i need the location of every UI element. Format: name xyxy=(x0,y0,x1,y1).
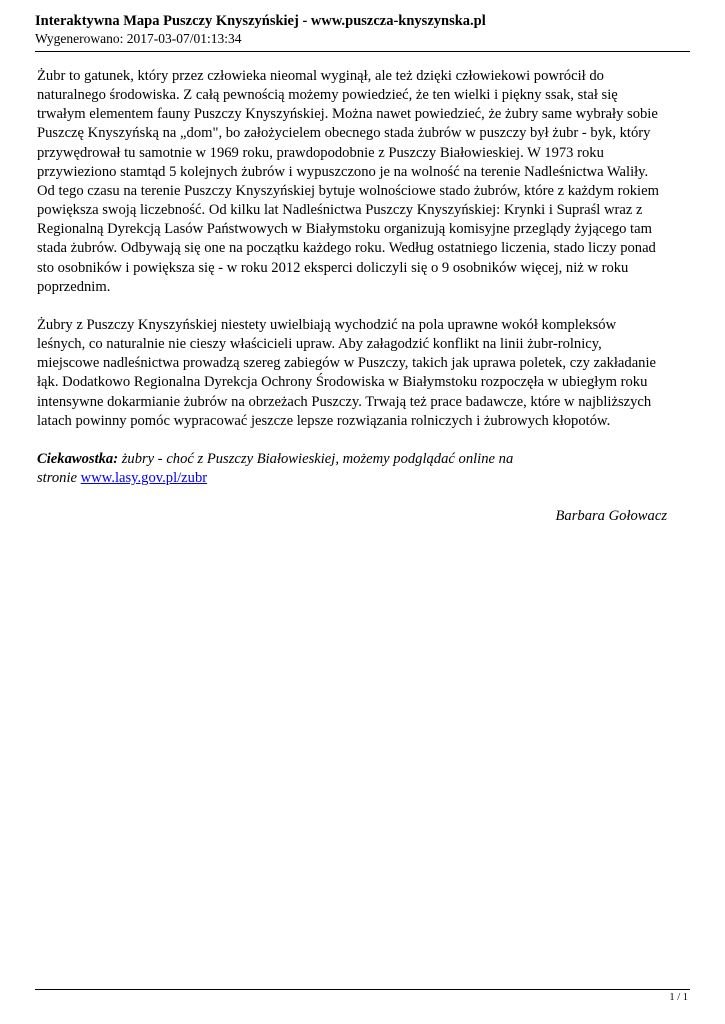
trivia-link[interactable]: www.lasy.gov.pl/zubr xyxy=(80,469,208,486)
footer-divider xyxy=(35,989,690,990)
page-header xyxy=(35,12,690,47)
header-divider xyxy=(35,51,690,52)
site-title: Interaktywna Mapa Puszczy Knyszyńskiej - www.puszcza-knyszynska.pl xyxy=(35,13,486,29)
page-number: 1 / 1 xyxy=(669,992,688,1003)
article-body xyxy=(37,67,667,545)
trivia-label: Ciekawostka: xyxy=(37,450,119,467)
article-paragraph-1: Żubr to gatunek, który przez człowieka nieomal wyginął, ale też dzięki człowiekowi powrócił do naturalnego środowiska. Z całą pewnością możemy powiedzieć, że ten wielki i piękny ssak, stał się trwałym elementem fauny Puszczy Knyszyńskiej. Można nawet powiedzieć, że żubry same wybrały sobie Puszczę Knyszyńską na „dom", bo założycielem obecnego stada żubrów w puszczy był żubr - byk, który przywędrował tu samotnie w 1969 roku, prawdopodobnie z Puszczy Białowieskiej. W 1973 roku przywieziono stamtąd 5 kolejnych żubrów i wypuszczono je na wolność na terenie Nadleśnictwa Waliły. Od tego czasu na terenie Puszczy Knyszyńskiej bytuje wolnościowe stado żubrów, które z każdym rokiem powiększa swoją liczebność. Od kilku lat Nadleśnictwa Puszczy Knyszyńskiej: Krynki i Supraśl wraz z Regionalną Dyrekcją Lasów Państwowych w Białymstoku organizują komisyjne przeglądy żyjącego tam stada żubrów. Odbywają się one na początku każdego roku. Według ostatniego liczenia, stado liczy ponad sto osobników i powiększa się - w roku 2012 eksperci doliczyli się o 9 osobników więcej, niż w roku poprzednim. xyxy=(37,68,659,295)
trivia-note xyxy=(37,450,517,488)
article-paragraph-2: Żubry z Puszczy Knyszyńskiej niestety uwielbiają wychodzić na pola uprawne wokół kompleksów leśnych, co naturalnie nie cieszy właścicieli upraw. Aby załagodzić konflikt na linii żubr-rolnicy, miejscowe nadleśnictwa prowadzą szereg zabiegów w Puszczy, takich jak uprawa poletek, czy zakładanie łąk. Dodatkowo Regionalna Dyrekcja Ochrony Środowiska w Białymstoku rozpoczęła w ubiegłym roku intensywne dokarmianie żubrów na obrzeżach Puszczy. Trwają też prace badawcze, które w najbliższych latach powinny pomóc wypracować jeszcze lepsze rozwiązania rolniczych i żubrowych kłopotów. xyxy=(37,316,657,429)
article-author: Barbara Gołowacz xyxy=(555,508,667,525)
generated-timestamp: Wygenerowano: 2017-03-07/01:13:34 xyxy=(35,31,242,46)
trivia-text: żubry - choć z Puszczy Białowieskiej, możemy podglądać online na stronie xyxy=(37,450,514,486)
